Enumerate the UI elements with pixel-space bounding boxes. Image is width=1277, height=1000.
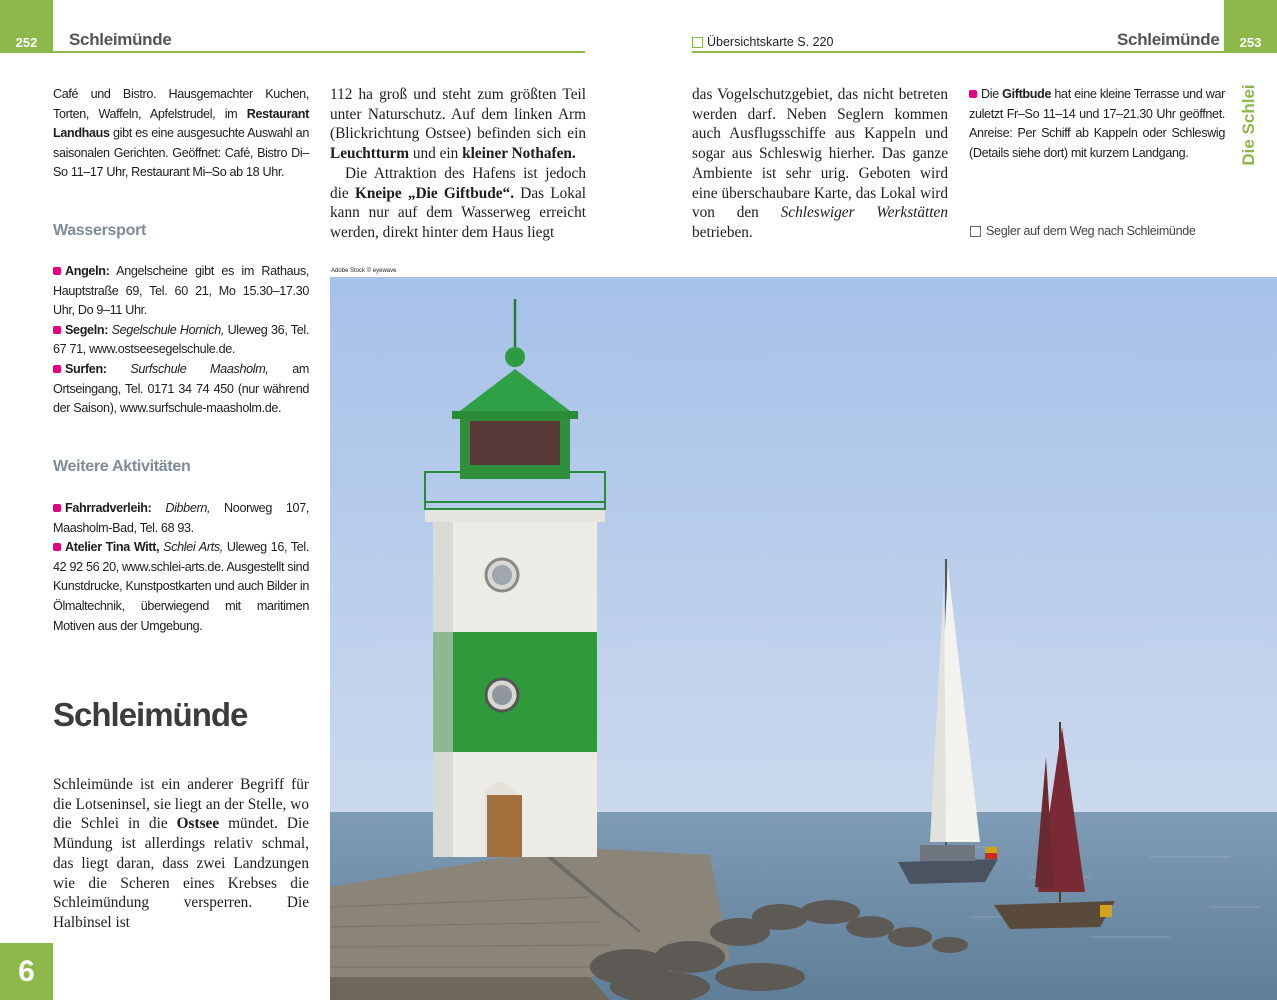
- right-column-text: das Vogelschutzgebiet, das nicht betreten werden darf. Neben Seglern kommen auch Ausflugsschiffe aus Kappeln und sogar aus Schleswig hierher. Das ganze Ambiente ist sehr urig. Geboten wird eine überschaubare Karte, das Lokal wird von den Schleswiger Werkstätten betrieben.: [692, 86, 948, 241]
- right-page-number: 253: [1224, 0, 1277, 53]
- heading-weitere-aktivitaeten: Weitere Aktivitäten: [53, 458, 191, 475]
- list-item: Fahrradverleih: Dibbern, Noorweg 107, Maasholm-Bad, Tel. 68 93.: [53, 501, 309, 535]
- list-item: Surfen: Surfschule Maasholm, am Ortseingang, Tel. 0171 34 74 450 (nur während der Saison), www.surfschule-maasholm.de.: [53, 361, 309, 416]
- left-running-head: Schleimünde: [69, 30, 172, 49]
- intro-paragraph: Café und Bistro. Hausgemachter Kuchen, Torten, Waffeln, Apfelstrudel, im Restaurant Landhaus gibt es eine ausgesuchte Auswahl an saisonalen Gerichten. Geöffnet: Café, Bistro Di–So 11–17 Uhr, Restaurant Mi–So ab 18 Uhr.: [53, 87, 309, 180]
- photo-credit: Adobe Stock © eyewave: [331, 268, 397, 274]
- map-square-icon: [692, 37, 703, 48]
- giftbude-info: Die Giftbude hat eine kleine Terrasse und war zuletzt Fr–So 11–14 und 17–21.30 Uhr geöffnet. Anreise: Per Schiff ab Kappeln oder Schleswig (Details siehe dort) mit kurzem Landgang.: [969, 87, 1225, 160]
- left-page-number: 252: [0, 0, 53, 53]
- photo-caption-icon: [970, 226, 981, 237]
- list-wassersport: [53, 262, 309, 419]
- map-reference[interactable]: [692, 35, 833, 49]
- left-header-rule: [53, 51, 585, 53]
- section-title: Schleimünde: [53, 696, 248, 733]
- middle-column-text: 112 ha groß und steht zum größten Teil unter Naturschutz. Auf dem linken Arm (Blickrichtung Ostsee) befinden sich ein Leuchtturm und ein kleiner Nothafen. Die Attraktion des Hafens ist jedoch die Kneipe „Die Giftbude“. Das Lokal kann nur auf dem Wasserweg erreicht werden, direkt hinter dem Haus liegt: [330, 86, 586, 241]
- map-reference-label: Übersichtskarte S. 220: [707, 35, 834, 49]
- bullet-icon: [53, 365, 61, 373]
- photo-caption: Segler auf dem Weg nach Schleimünde: [970, 224, 1196, 238]
- list-aktivitaeten: [53, 499, 309, 636]
- section-paragraph: Schleimünde ist ein anderer Begriff für die Lotseninsel, sie liegt an der Stelle, wo die Schlei in die Ostsee mündet. Die Mündung ist allerdings relativ schmal, das liegt daran, dass zwei Landzungen wie die Scheren eines Krebses die Schleimündung versperren. Die Halbinsel ist: [53, 776, 309, 931]
- list-item: Angeln: Angelscheine gibt es im Rathaus, Hauptstraße 69, Tel. 60 21, Mo 15.30–17.30 Uhr, Do 9–11 Uhr.: [53, 264, 309, 318]
- list-item: Atelier Tina Witt, Schlei Arts, Uleweg 16, Tel. 42 92 56 20, www.schlei-arts.de. Ausgestellt sind Kunstdrucke, Kunstpostkarten und auch Bilder in Ölmaltechnik, überwiegend mit maritimen Motiven aus der Umgebung.: [53, 540, 310, 633]
- right-header-rule: [692, 51, 1225, 53]
- chapter-number-tab: 6: [0, 943, 53, 1000]
- bullet-icon: [53, 504, 61, 512]
- heading-wassersport: Wassersport: [53, 222, 147, 239]
- lighthouse-photo: [330, 277, 1277, 1000]
- bullet-icon: [969, 90, 977, 98]
- right-running-head: Schleimünde: [1117, 30, 1220, 49]
- bullet-icon: [53, 267, 61, 275]
- bullet-icon: [53, 326, 61, 334]
- chapter-side-tab: Die Schlei: [1239, 84, 1258, 166]
- list-item: Segeln: Segelschule Hornich, Uleweg 36, Tel. 67 71, www.ostseesegelschule.de.: [53, 322, 309, 357]
- bullet-icon: [53, 543, 61, 551]
